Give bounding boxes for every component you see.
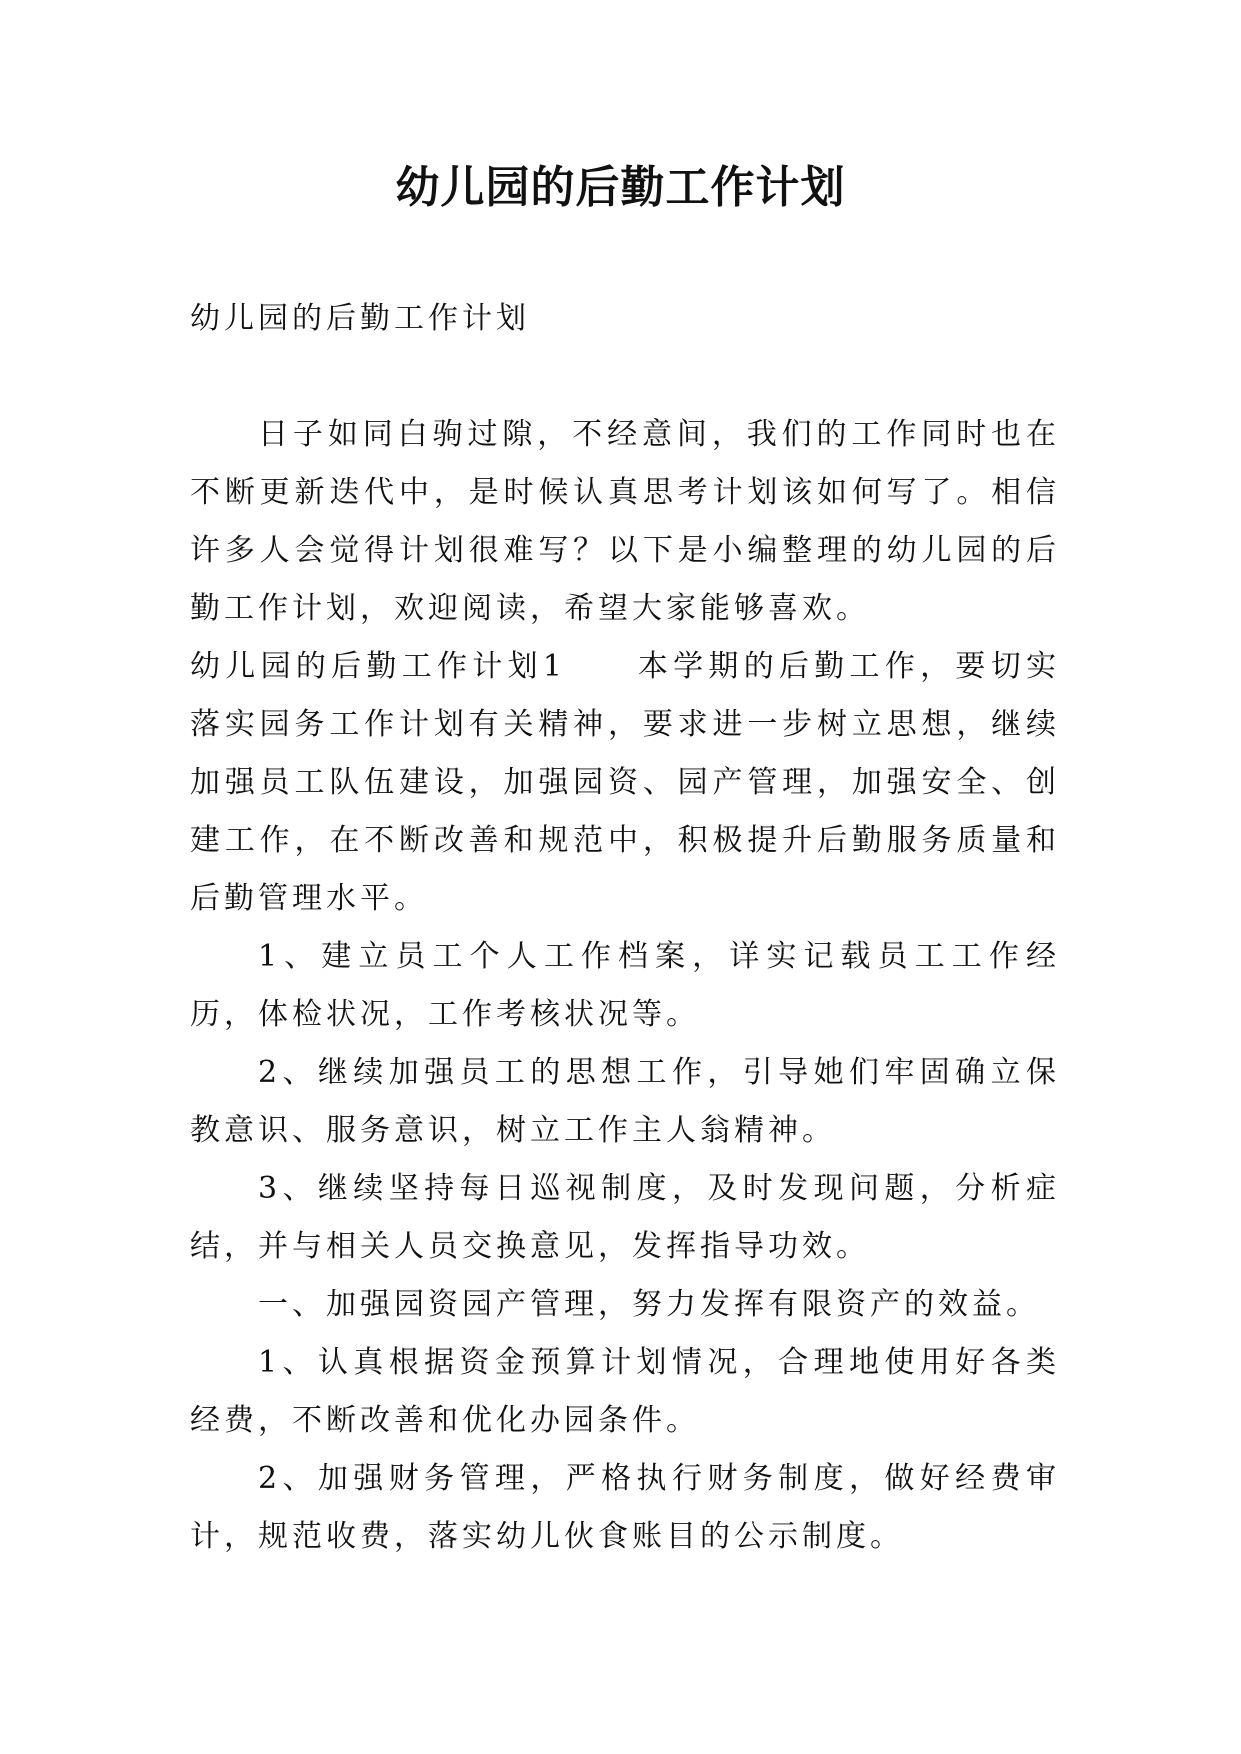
paragraph-item-1: 1、建立员工个人工作档案，详实记载员工工作经历，体检状况，工作考核状况等。: [190, 939, 1060, 1032]
paragraph-section-item-1: 1、认真根据资金预算计划情况，合理地使用好各类经费，不断改善和优化办园条件。: [190, 1345, 1060, 1438]
paragraph-intro: 日子如同白驹过隙，不经意间，我们的工作同时也在不断更新迭代中，是时候认真思考计划该如何写了。相信许多人会觉得计划很难写？以下是小编整理的幼儿园的后勤工作计划，欢迎阅读，希望大家能够喜欢。: [190, 417, 1060, 626]
section-heading-1: 一、加强园资园产管理，努力发挥有限资产的效益。: [258, 1287, 1040, 1322]
document-subtitle: 幼儿园的后勤工作计划: [190, 301, 530, 336]
paragraph-plan-1: 幼儿园的后勤工作计划1 本学期的后勤工作，要切实落实园务工作计划有关精神，要求进一步树立思想，继续加强员工队伍建设，加强园资、园产管理，加强安全、创建工作，在不断改善和规范中，积极提升后勤服务质量和后勤管理水平。: [190, 649, 1060, 916]
paragraph-item-3: 3、继续坚持每日巡视制度，及时发现问题，分析症结，并与相关人员交换意见，发挥指导功效。: [190, 1171, 1060, 1264]
paragraph-item-2: 2、继续加强员工的思想工作，引导她们牢固确立保教意识、服务意识，树立工作主人翁精神。: [190, 1055, 1060, 1148]
paragraph-section-item-2: 2、加强财务管理，严格执行财务制度，做好经费审计，规范收费，落实幼儿伙食账目的公示制度。: [190, 1461, 1060, 1554]
document-title: 幼儿园的后勤工作计划: [395, 162, 846, 213]
document-body: [190, 290, 1060, 1566]
